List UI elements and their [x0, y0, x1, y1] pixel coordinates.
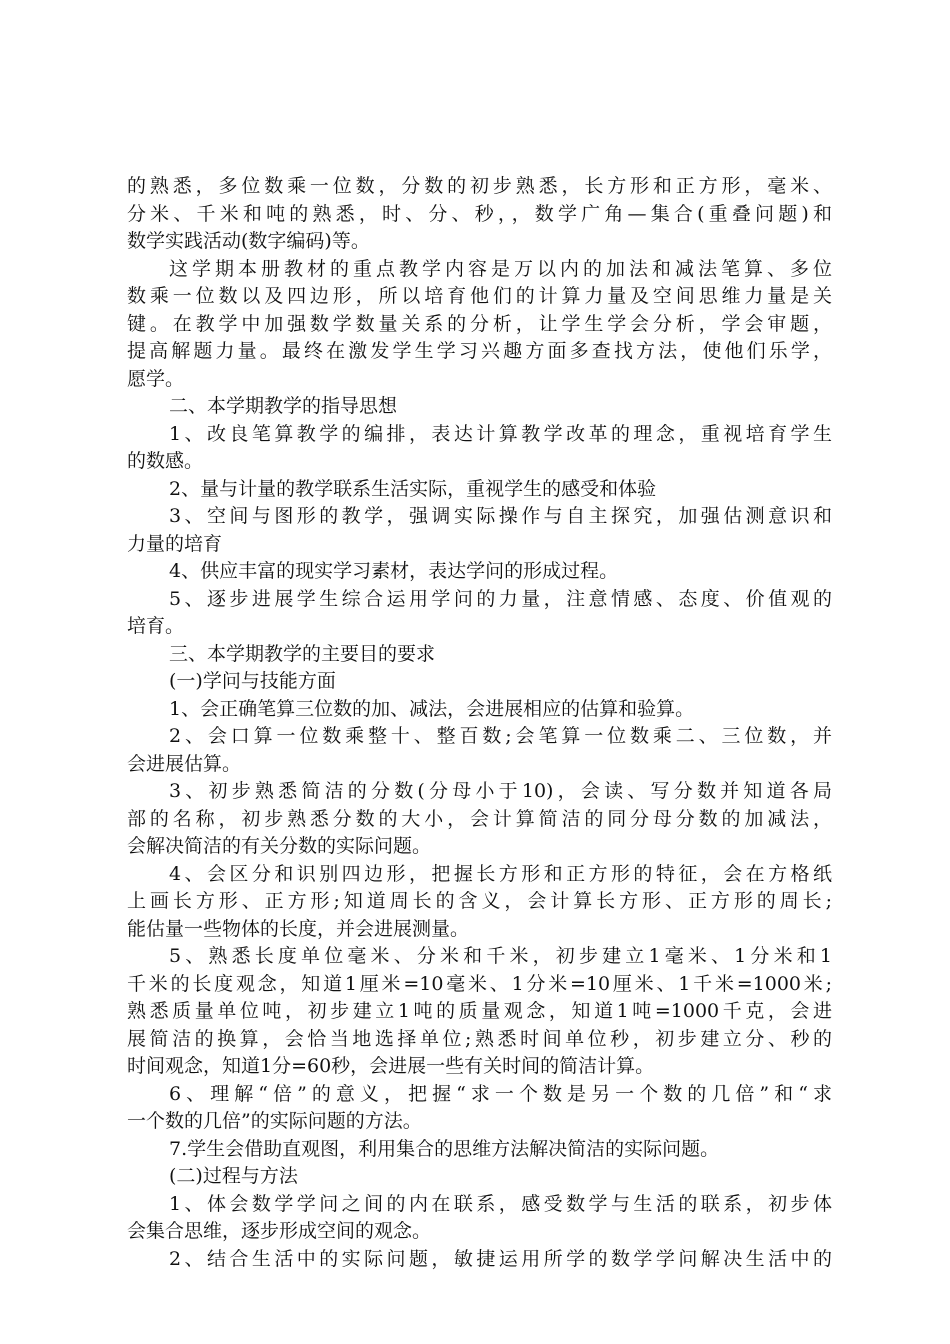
text-line: 提高解题力量。最终在激发学生学习兴趣方面多查找方法，使他们乐学，	[127, 340, 832, 362]
text-line: 三、本学期教学的主要目的要求	[169, 642, 436, 665]
text-line: 时间观念，知道1分=60秒，会进展一些有关时间的简洁计算。	[127, 1055, 655, 1077]
text-line: 2、量与计量的教学联系生活实际，重视学生的感受和体验	[169, 477, 657, 500]
text-line: 的熟悉，多位数乘一位数，分数的初步熟悉，长方形和正方形，毫米、	[127, 175, 832, 197]
text-line: 会进展估算。	[127, 752, 242, 775]
text-line: 展简洁的换算，会恰当地选择单位;熟悉时间单位秒，初步建立分、秒的	[127, 1027, 832, 1050]
text-line: 部的名称，初步熟悉分数的大小，会计算简洁的同分母分数的加减法，	[127, 807, 832, 830]
text-line: 4、会区分和识别四边形，把握长方形和正方形的特征，会在方格纸	[169, 862, 832, 885]
text-line: 3、初步熟悉简洁的分数(分母小于10)，会读、写分数并知道各局	[169, 780, 832, 802]
text-line: 1、改良笔算教学的编排，表达计算教学改革的理念，重视培育学生	[169, 422, 832, 445]
text-line: 6、理解“倍”的意义，把握“求一个数是另一个数的几倍”和“求	[169, 1082, 832, 1105]
text-line: 键。在教学中加强数学数量关系的分析，让学生学会分析，学会审题，	[127, 312, 832, 335]
text-line: 数学实践活动(数字编码)等。	[127, 230, 370, 252]
text-line: 3、空间与图形的教学，强调实际操作与自主探究，加强估测意识和	[169, 505, 832, 527]
text-line: 一个数的几倍”的实际问题的方法。	[127, 1110, 422, 1132]
text-line: 分米、千米和吨的熟悉，时、分、秒，，数学广角—集合(重叠问题)和	[127, 202, 832, 225]
text-line: 力量的培育	[127, 532, 223, 555]
text-line: 会解决简洁的有关分数的实际问题。	[127, 835, 432, 857]
text-line: 愿学。	[127, 367, 185, 390]
text-line: 5、逐步进展学生综合运用学问的力量，注意情感、态度、价值观的	[169, 587, 832, 610]
text-line: (二)过程与方法	[169, 1165, 298, 1187]
text-line: 这学期本册教材的重点教学内容是万以内的加法和减法笔算、多位	[169, 257, 832, 280]
text-line: 培育。	[127, 615, 185, 637]
text-line: 上画长方形、正方形;知道周长的含义，会计算长方形、正方形的周长;	[127, 890, 832, 912]
text-line: 二、本学期教学的指导思想	[169, 395, 398, 417]
text-line: 千米的长度观念，知道1厘米=10毫米、1分米=10厘米、1千米=1000米;	[127, 972, 832, 995]
text-line: 2、结合生活中的实际问题，敏捷运用所学的数学学问解决生活中的	[169, 1247, 832, 1270]
text-line: 7.学生会借助直观图，利用集合的思维方法解决简洁的实际问题。	[169, 1137, 720, 1160]
text-line: 2、会口算一位数乘整十、整百数;会笔算一位数乘二、三位数，并	[169, 725, 832, 747]
text-line: 会集合思维，逐步形成空间的观念。	[127, 1220, 432, 1242]
text-line: 1、体会数学学问之间的内在联系，感受数学与生活的联系，初步体	[169, 1192, 832, 1215]
text-line: 熟悉质量单位吨，初步建立1吨的质量观念，知道1吨=1000千克，会进	[127, 1000, 832, 1022]
text-line: 数乘一位数以及四边形，所以培育他们的计算力量及空间思维力量是关	[127, 285, 832, 307]
text-line: 的数感。	[127, 450, 204, 472]
text-line: 1、会正确笔算三位数的加、减法，会进展相应的估算和验算。	[169, 697, 695, 720]
text-line: 4、供应丰富的现实学习素材，表达学问的形成过程。	[169, 560, 619, 582]
document-body	[127, 173, 832, 1273]
text-line: 能估量一些物体的长度，并会进展测量。	[127, 917, 470, 940]
text-line: 5、熟悉长度单位毫米、分米和千米，初步建立1毫米、1分米和1	[169, 945, 832, 967]
text-line: (一)学问与技能方面	[169, 670, 336, 692]
